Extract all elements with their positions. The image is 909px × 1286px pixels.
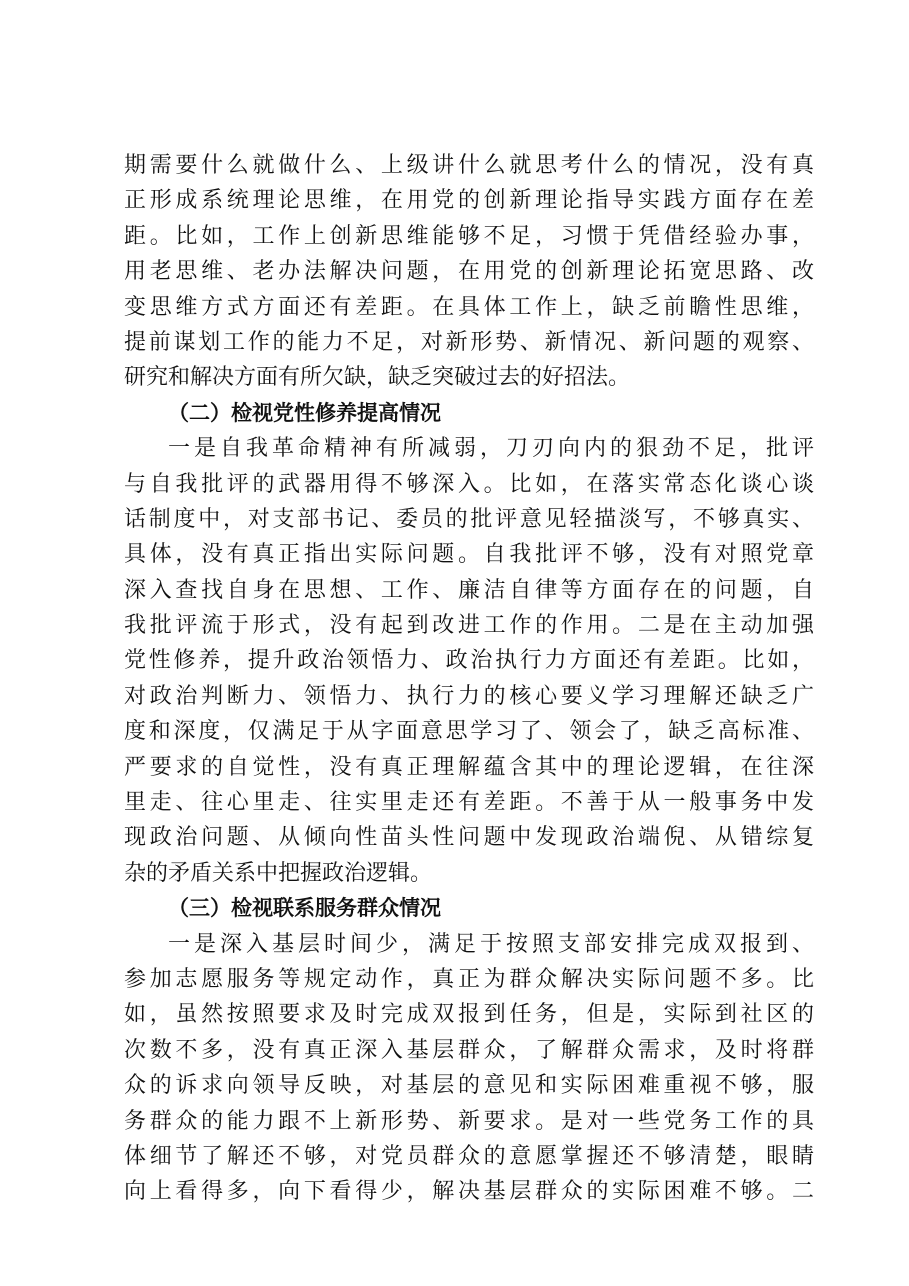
text-line: 众的诉求向领导反映，对基层的意见和实际困难重视不够，服 (124, 1073, 814, 1099)
text-line: 严要求的自觉性，没有真正理解蕴含其中的理论逻辑，在往深 (124, 754, 814, 780)
text-line: 参加志愿服务等规定动作，真正为群众解决实际问题不多。比 (124, 966, 814, 992)
text-line: 如，虽然按照要求及时完成双报到任务，但是，实际到社区的 (124, 1002, 814, 1028)
text-line: 距。比如，工作上创新思维能够不足，习惯于凭借经验办事， (124, 223, 814, 249)
text-line: 与自我批评的武器用得不够深入。比如，在落实常态化谈心谈 (124, 471, 814, 497)
text-line: 对政治判断力、领悟力、执行力的核心要义学习理解还缺乏广 (124, 683, 814, 709)
text-line: 研究和解决方面有所欠缺，缺乏突破过去的好招法。 (124, 365, 631, 391)
text-line: 一是自我革命精神有所减弱，刀刃向内的狠劲不足，批评 (168, 436, 814, 462)
text-line: 向上看得多，向下看得少，解决基层群众的实际困难不够。二 (124, 1179, 814, 1205)
text-line: 提前谋划工作的能力不足，对新形势、新情况、新问题的观察、 (124, 329, 814, 355)
text-line: 度和深度，仅满足于从字面意思学习了、领会了，缺乏高标准、 (124, 719, 814, 745)
text-line: 正形成系统理论思维，在用党的创新理论指导实践方面存在差 (124, 188, 814, 214)
text-line: 党性修养，提升政治领悟力、政治执行力方面还有差距。比如， (124, 648, 814, 674)
text-line: 用老思维、老办法解决问题，在用党的创新理论拓宽思路、改 (124, 259, 814, 285)
section-heading-2: （二）检视党性修养提高情况 (168, 400, 441, 425)
text-line: 一是深入基层时间少，满足于按照支部安排完成双报到、 (168, 931, 814, 957)
text-line: 深入查找自身在思想、工作、廉洁自律等方面存在的问题，自 (124, 577, 814, 603)
paragraph-3 (124, 927, 814, 1210)
text-line: 体细节了解还不够，对党员群众的意愿掌握还不够清楚，眼睛 (124, 1143, 814, 1169)
text-line: 我批评流于形式，没有起到改进工作的作用。二是在主动加强 (124, 613, 814, 639)
text-line: 务群众的能力跟不上新形势、新要求。是对一些党务工作的具 (124, 1108, 814, 1134)
text-line: 杂的矛盾关系中把握政治逻辑。 (124, 860, 433, 886)
text-line: 话制度中，对支部书记、委员的批评意见轻描淡写，不够真实、 (124, 506, 814, 532)
text-line: 变思维方式方面还有差距。在具体工作上，缺乏前瞻性思维， (124, 294, 814, 320)
paragraph-2 (124, 431, 814, 891)
text-line: 期需要什么就做什么、上级讲什么就思考什么的情况，没有真 (124, 153, 814, 178)
text-line: 现政治问题、从倾向性苗头性问题中发现政治端倪、从错综复 (124, 825, 814, 851)
text-line: 里走、往心里走、往实里走还有差距。不善于从一般事务中发 (124, 790, 814, 816)
document-body (124, 148, 814, 1210)
paragraph-1 (124, 148, 814, 396)
text-line: 具体，没有真正指出实际问题。自我批评不够，没有对照党章 (124, 542, 814, 568)
section-heading-3: （三）检视联系服务群众情况 (168, 896, 441, 921)
text-line: 次数不多，没有真正深入基层群众，了解群众需求，及时将群 (124, 1037, 814, 1063)
